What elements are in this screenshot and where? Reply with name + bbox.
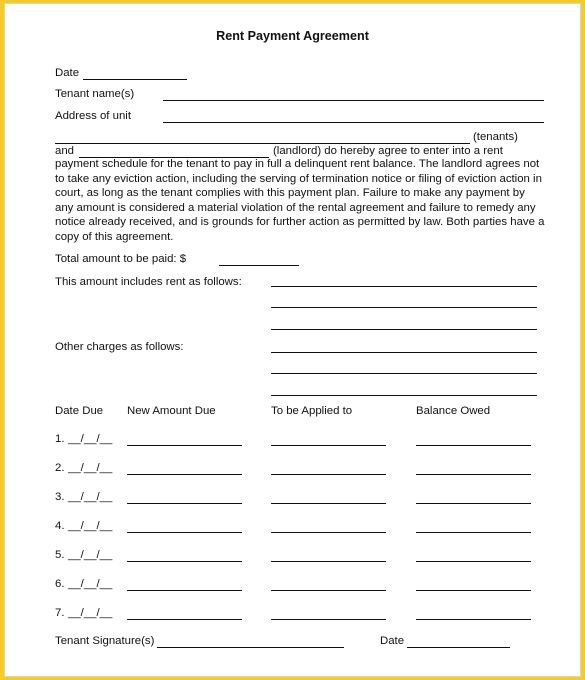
balance-owed-line[interactable] — [416, 590, 531, 591]
row-date[interactable]: __/__/__ — [68, 607, 113, 619]
rent-line-2[interactable] — [271, 307, 537, 308]
row-number: 2. — [55, 462, 65, 474]
new-amount-line[interactable] — [127, 474, 242, 475]
header-to-be-applied: To be Applied to — [271, 405, 353, 417]
rent-line-3[interactable] — [271, 329, 537, 330]
new-amount-line[interactable] — [127, 503, 242, 504]
and-label: and — [55, 145, 75, 157]
date-field-line[interactable] — [83, 79, 187, 80]
address-field-line[interactable] — [163, 122, 544, 123]
tenant-signature-label: Tenant Signature(s) — [55, 635, 155, 647]
row-number: 5. — [55, 549, 65, 561]
balance-owed-line[interactable] — [416, 532, 531, 533]
document-title: Rent Payment Agreement — [216, 29, 369, 43]
applied-to-line[interactable] — [271, 474, 386, 475]
total-amount-field-line[interactable] — [219, 265, 299, 266]
includes-rent-label: This amount includes rent as follows: — [55, 276, 242, 288]
applied-to-line[interactable] — [271, 619, 386, 620]
balance-owed-line[interactable] — [416, 445, 531, 446]
rent-line-1[interactable] — [271, 286, 537, 287]
charges-line-3[interactable] — [271, 395, 537, 396]
tenant-names-field-line[interactable] — [163, 100, 544, 101]
row-number: 6. — [55, 578, 65, 590]
row-date[interactable]: __/__/__ — [68, 491, 113, 503]
row-date[interactable]: __/__/__ — [68, 433, 113, 445]
applied-to-line[interactable] — [271, 532, 386, 533]
applied-to-line[interactable] — [271, 445, 386, 446]
header-new-amount-due: New Amount Due — [127, 405, 216, 417]
balance-owed-line[interactable] — [416, 619, 531, 620]
new-amount-line[interactable] — [127, 561, 242, 562]
landlord-suffix: (landlord) do hereby agree to enter into a rent — [273, 145, 503, 157]
row-number: 7. — [55, 607, 65, 619]
tenant-signature-line[interactable] — [157, 647, 344, 648]
charges-line-1[interactable] — [271, 352, 537, 353]
signature-date-line[interactable] — [407, 647, 510, 648]
new-amount-line[interactable] — [127, 619, 242, 620]
balance-owed-line[interactable] — [416, 503, 531, 504]
row-number: 1. — [55, 433, 65, 445]
row-date[interactable]: __/__/__ — [68, 549, 113, 561]
row-date[interactable]: __/__/__ — [68, 578, 113, 590]
signature-date-label: Date — [380, 635, 405, 647]
row-number: 3. — [55, 491, 65, 503]
date-label: Date — [55, 67, 80, 79]
balance-owed-line[interactable] — [416, 561, 531, 562]
tenant-names-label: Tenant name(s) — [55, 88, 135, 100]
total-amount-label: Total amount to be paid: $ — [55, 253, 187, 265]
applied-to-line[interactable] — [271, 590, 386, 591]
header-balance-owed: Balance Owed — [416, 405, 491, 417]
balance-owed-line[interactable] — [416, 474, 531, 475]
new-amount-line[interactable] — [127, 532, 242, 533]
address-label: Address of unit — [55, 110, 131, 122]
row-date[interactable]: __/__/__ — [68, 520, 113, 532]
document-page — [4, 3, 581, 677]
row-date[interactable]: __/__/__ — [68, 462, 113, 474]
tenants-suffix: (tenants) — [473, 131, 518, 143]
tenants-field-line[interactable] — [55, 143, 470, 144]
new-amount-line[interactable] — [127, 445, 242, 446]
applied-to-line[interactable] — [271, 561, 386, 562]
other-charges-label: Other charges as follows: — [55, 341, 184, 353]
header-date-due: Date Due — [55, 405, 104, 417]
applied-to-line[interactable] — [271, 503, 386, 504]
agreement-paragraph: payment schedule for the tenant to pay in full a delinquent rent balance. The landlord agrees not to take any eviction action, including the serving of termination notice or filing of eviction action in court, as long as the tenant complies with this payment plan. Failure to make any payment by any amount is considered a material violation of the rental agreement and failure to remedy any notice already received, and is grounds for further action as permitted by law. Both parties have a copy of this agreement. — [55, 158, 545, 243]
row-number: 4. — [55, 520, 65, 532]
new-amount-line[interactable] — [127, 590, 242, 591]
charges-line-2[interactable] — [271, 373, 537, 374]
